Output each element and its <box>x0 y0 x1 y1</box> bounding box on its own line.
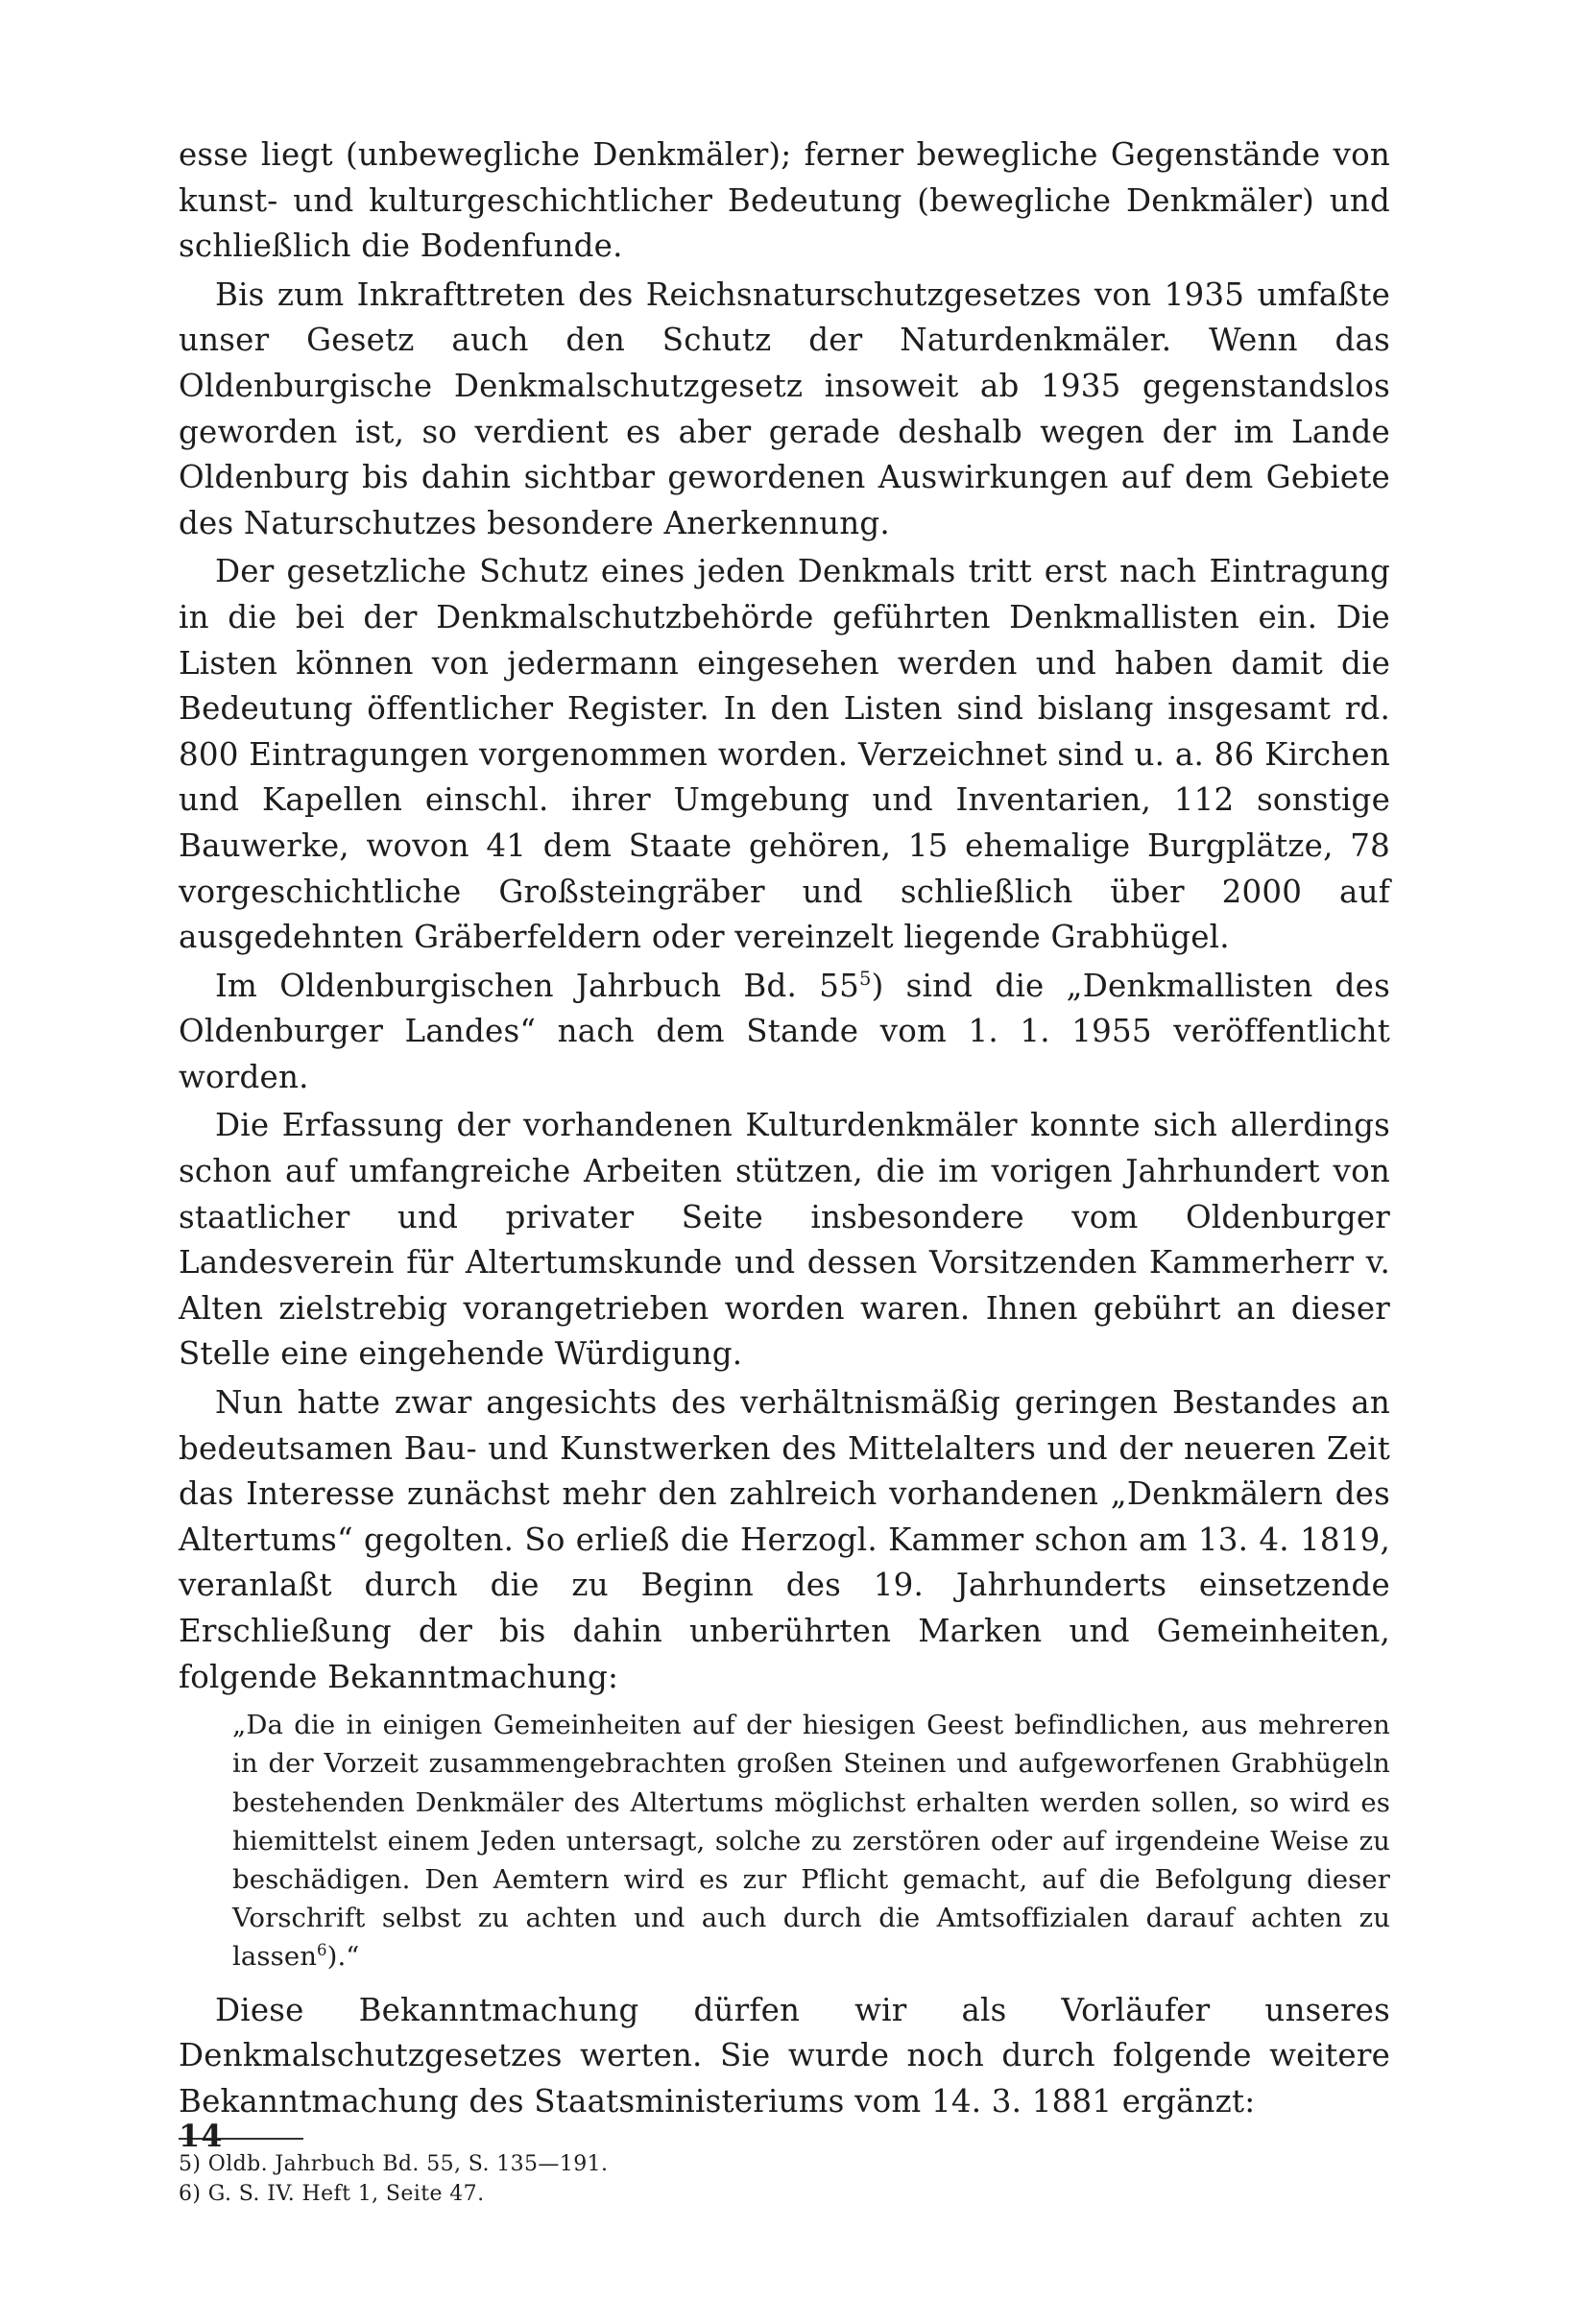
paragraph-5: Die Erfassung der vorhandenen Kulturdenkmäler konnte sich allerdings schon auf umfangreiche Arbeiten stützen, die im vorigen Jahrhundert von staatlicher und privater Seite insbesondere vom Oldenburger Landesverein für Altertumskunde und dessen Vorsitzenden Kammerherr v. Alten zielstrebig vorangetrieben worden waren. Ihnen gebührt an dieser Stelle eine eingehende Würdigung. <box>179 1107 1390 1373</box>
paragraph-1: esse liegt (unbewegliche Denkmäler); ferner bewegliche Gegenstände von kunst- und kulturgeschichtlicher Bedeutung (bewegliche Denkmäler) und schließlich die Bodenfunde. <box>179 136 1390 265</box>
footnote-ref-5: 5 <box>858 967 872 990</box>
footnote-ref-6: 6 <box>317 1941 327 1960</box>
quote-text-after: ).“ <box>326 1941 360 1973</box>
paragraph-6: Nun hatte zwar angesichts des verhältnismäßig geringen Bestandes an bedeutsamen Bau- und Kunstwerken des Mittelalters und der neueren Zeit das Interesse zunächst mehr den zahlreich vorhandenen „Denkmälern des Altertums“ gegolten. So erließ die Herzogl. Kammer schon am 13. 4. 1819, veranlaßt durch die zu Beginn des 19. Jahrhunderts einsetzende Erschließung der bis dahin unberührten Marken und Gemeinheiten, folgende Bekanntmachung: <box>179 1384 1390 1695</box>
paragraph-4-text-after: ) sind die „Denkmallisten des Oldenburger Landes“ nach dem Stande vom 1. 1. 1955 veröffentlicht worden. <box>179 967 1390 1095</box>
block-quote <box>232 1706 1390 1976</box>
page-number: 14 <box>179 2118 224 2154</box>
footnote-6: 6) G. S. IV. Heft 1, Seite 47. <box>179 2182 485 2207</box>
footnote-5: 5) Oldb. Jahrbuch Bd. 55, S. 135—191. <box>179 2152 609 2177</box>
paragraph-3: Der gesetzliche Schutz eines jeden Denkmals tritt erst nach Eintragung in die bei der Denkmalschutzbehörde geführten Denkmallisten ein. Die Listen können von jedermann eingesehen werden und haben damit die Bedeutung öffentlicher Register. In den Listen sind bislang insgesamt rd. 800 Eintragungen vorgenommen worden. Verzeichnet sind u. a. 86 Kirchen und Kapellen einschl. ihrer Umgebung und Inventarien, 112 sonstige Bauwerke, wovon 41 dem Staate gehören, 15 ehemalige Burgplätze, 78 vorgeschichtliche Großsteingräber und schließlich über 2000 auf ausgedehnten Gräberfeldern oder vereinzelt liegende Grabhügel. <box>179 553 1390 956</box>
page-body <box>179 132 1390 2209</box>
paragraph-2: Bis zum Inkrafttreten des Reichsnaturschutzgesetzes von 1935 umfaßte unser Gesetz auch den Schutz der Naturdenkmäler. Wenn das Oldenburgische Denkmalschutzgesetz insoweit ab 1935 gegenstandslos geworden ist, so verdient es aber gerade deshalb wegen der im Lande Oldenburg bis dahin sichtbar gewordenen Auswirkungen auf dem Gebiete des Naturschutzes besondere Anerkennung. <box>179 276 1390 541</box>
quote-text-before: „Da die in einigen Gemeinheiten auf der hiesigen Geest befindlichen, aus mehreren in der Vorzeit zusammengebrachten großen Steinen und aufgeworfenen Grabhügeln bestehenden Denkmäler des Altertums möglichst erhalten werden sollen, so wird es hiemittelst einem Jeden untersagt, solche zu zerstören oder auf irgendeine Weise zu beschädigen. Den Aemtern wird es zur Pflicht gemacht, auf die Befolgung dieser Vorschrift selbst zu achten und auch durch die Amtsoffizialen darauf achten zu lassen <box>232 1710 1390 1973</box>
paragraph-4 <box>179 964 1390 1101</box>
closing-paragraph: Diese Bekanntmachung dürfen wir als Vorläufer unseres Denkmalschutzgesetzes werten. Sie wurde noch durch folgende weitere Bekanntmachung des Staatsministeriums vom 14. 3. 1881 ergänzt: <box>179 1991 1390 2120</box>
paragraph-4-text-before: Im Oldenburgischen Jahrbuch Bd. 55 <box>215 967 859 1004</box>
